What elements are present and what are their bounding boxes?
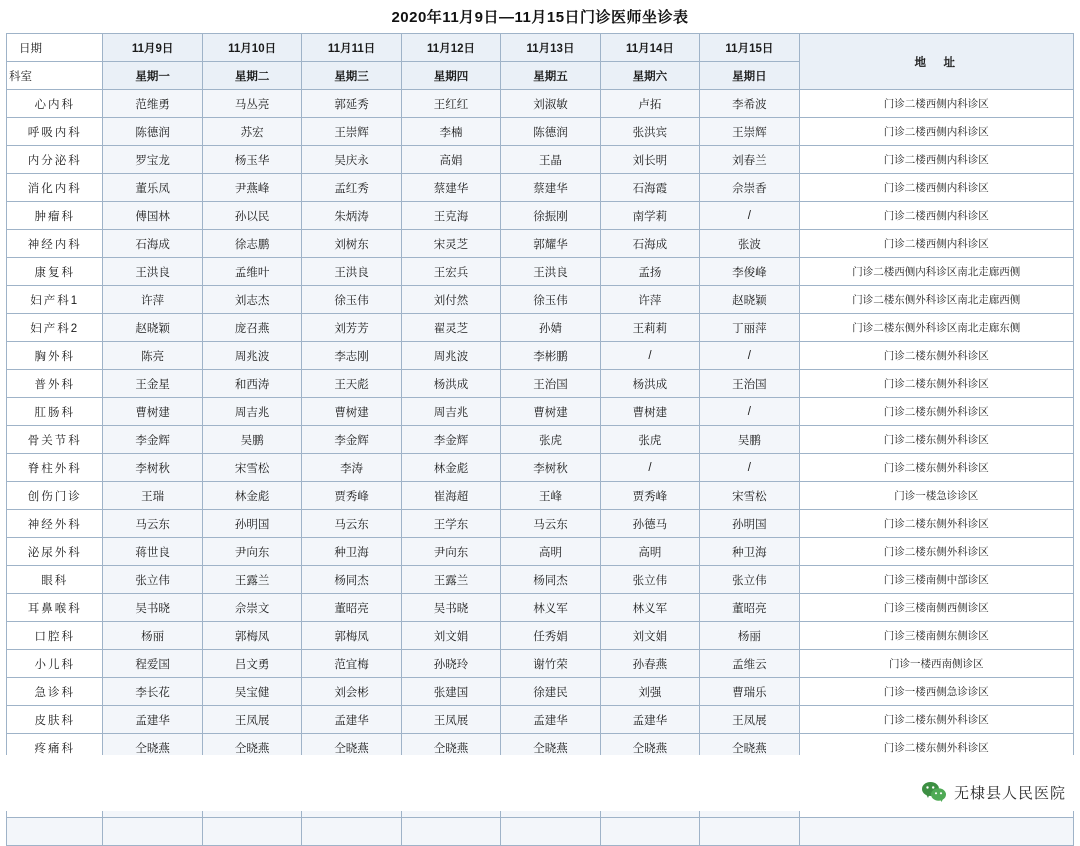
doctor-cell: 王洪良	[302, 258, 401, 286]
header-weekday-4: 星期五	[501, 62, 600, 90]
doctor-cell: /	[700, 342, 799, 370]
address-cell: 门诊二楼东侧外科诊区	[799, 734, 1073, 762]
doctor-cell: 吴鹏	[700, 426, 799, 454]
table-header-dates	[7, 34, 1074, 62]
doctor-cell: 曹树建	[302, 398, 401, 426]
doctor-cell: 徐玉伟	[302, 286, 401, 314]
doctor-cell: 王瑞	[103, 482, 202, 510]
department-cell: 疼痛科	[7, 734, 103, 762]
doctor-cell: 石海霞	[600, 174, 699, 202]
doctor-cell: 吴鹏	[202, 426, 301, 454]
doctor-cell: 南学莉	[600, 202, 699, 230]
department-cell: 创伤门诊	[7, 482, 103, 510]
doctor-cell: 王凤展	[700, 706, 799, 734]
doctor-cell: 林义军	[600, 594, 699, 622]
page-title: 2020年11月9日—11月15日门诊医师坐诊表	[391, 9, 689, 26]
doctor-cell: 李树秋	[103, 454, 202, 482]
doctor-cell: 蔡建华	[501, 174, 600, 202]
doctor-cell: 王崇辉	[302, 118, 401, 146]
address-cell: 门诊二楼东侧外科诊区	[799, 538, 1073, 566]
doctor-cell: 王崇辉	[700, 118, 799, 146]
address-cell: 门诊二楼东侧外科诊区	[799, 706, 1073, 734]
doctor-cell: 种卫海	[302, 538, 401, 566]
doctor-cell: 周吉兆	[401, 398, 500, 426]
doctor-cell: 孟维云	[700, 650, 799, 678]
table-row	[7, 650, 1074, 678]
doctor-cell: 刘文娟	[401, 622, 500, 650]
doctor-cell: 佘崇文	[202, 594, 301, 622]
doctor-cell: 尹向东	[202, 538, 301, 566]
doctor-cell: 刘文娟	[600, 622, 699, 650]
doctor-cell: 孙婧	[501, 314, 600, 342]
table-row	[7, 174, 1074, 202]
header-date-4: 11月13日	[501, 34, 600, 62]
department-cell: 妇产科1	[7, 286, 103, 314]
doctor-cell: /	[700, 398, 799, 426]
department-cell: 小儿科	[7, 650, 103, 678]
doctor-cell: 周兆波	[202, 342, 301, 370]
department-cell: 泌尿外科	[7, 538, 103, 566]
table-row	[7, 510, 1074, 538]
doctor-cell: 孙德马	[600, 510, 699, 538]
doctor-cell: 杨丽	[700, 622, 799, 650]
table-row	[7, 706, 1074, 734]
table-row	[7, 90, 1074, 118]
doctor-cell: 李彬鹏	[501, 342, 600, 370]
empty-cell	[302, 818, 401, 846]
department-cell: 内分泌科	[7, 146, 103, 174]
header-weekday-3: 星期四	[401, 62, 500, 90]
doctor-cell: 王治国	[501, 370, 600, 398]
doctor-cell: 刘芳芳	[302, 314, 401, 342]
header-date-3: 11月12日	[401, 34, 500, 62]
doctor-cell: 程爱国	[103, 650, 202, 678]
address-cell: 门诊一楼西侧急诊诊区	[799, 678, 1073, 706]
address-cell: 门诊三楼南侧西侧诊区	[799, 594, 1073, 622]
doctor-cell: 孟维叶	[202, 258, 301, 286]
doctor-cell: 马云东	[103, 510, 202, 538]
doctor-cell: 王峰	[501, 482, 600, 510]
doctor-cell: 蒋世良	[103, 538, 202, 566]
department-cell: 神经内科	[7, 230, 103, 258]
address-cell: 门诊二楼东侧外科诊区南北走廊东侧	[799, 314, 1073, 342]
doctor-cell: /	[700, 202, 799, 230]
header-date-2: 11月11日	[302, 34, 401, 62]
department-cell: 口腔科	[7, 622, 103, 650]
doctor-cell: 王天彪	[302, 370, 401, 398]
header-weekday-0: 星期一	[103, 62, 202, 90]
doctor-cell: 王晶	[501, 146, 600, 174]
doctor-cell: 仝晓燕	[501, 734, 600, 762]
doctor-cell: 尹向东	[401, 538, 500, 566]
doctor-cell: 吴宝健	[202, 678, 301, 706]
doctor-cell: 徐振刚	[501, 202, 600, 230]
doctor-cell: 张立伟	[103, 566, 202, 594]
doctor-cell: 孙明国	[202, 510, 301, 538]
doctor-cell: 王宏兵	[401, 258, 500, 286]
empty-cell	[799, 818, 1073, 846]
doctor-cell: 杨洪成	[600, 370, 699, 398]
doctor-cell: 任秀娟	[501, 622, 600, 650]
doctor-cell: 林金彪	[401, 454, 500, 482]
doctor-cell: 王红红	[401, 90, 500, 118]
doctor-cell: 翟灵芝	[401, 314, 500, 342]
header-date-6: 11月15日	[700, 34, 799, 62]
doctor-cell: 孟建华	[103, 706, 202, 734]
department-cell: 消化内科	[7, 174, 103, 202]
schedule-table	[6, 33, 1074, 846]
doctor-cell: 曹瑞乐	[700, 678, 799, 706]
doctor-cell: 张建国	[401, 678, 500, 706]
doctor-cell: 郭梅凤	[202, 622, 301, 650]
doctor-cell: 杨同杰	[501, 566, 600, 594]
header-date-0: 11月9日	[103, 34, 202, 62]
doctor-cell: 吕文勇	[202, 650, 301, 678]
doctor-cell: 李涛	[302, 454, 401, 482]
doctor-cell: 赵晓颖	[103, 314, 202, 342]
doctor-cell: 仝晓燕	[202, 734, 301, 762]
doctor-cell: 仝晓燕	[600, 734, 699, 762]
doctor-cell: 孟建华	[600, 706, 699, 734]
header-date-1: 11月10日	[202, 34, 301, 62]
department-cell: 胸外科	[7, 342, 103, 370]
table-row	[7, 678, 1074, 706]
doctor-cell: 周吉兆	[202, 398, 301, 426]
doctor-cell: 徐建民	[501, 678, 600, 706]
department-cell: 心内科	[7, 90, 103, 118]
table-row	[7, 286, 1074, 314]
doctor-cell: 孟红秀	[302, 174, 401, 202]
doctor-cell: 郭延秀	[302, 90, 401, 118]
doctor-cell: 杨洪成	[401, 370, 500, 398]
address-cell: 门诊二楼东侧外科诊区	[799, 454, 1073, 482]
table-row	[7, 230, 1074, 258]
empty-cell	[202, 818, 301, 846]
doctor-cell: 罗宝龙	[103, 146, 202, 174]
doctor-cell: 徐玉伟	[501, 286, 600, 314]
address-cell: 门诊二楼东侧外科诊区	[799, 426, 1073, 454]
doctor-cell: 王露兰	[202, 566, 301, 594]
doctor-cell: 宋灵芝	[401, 230, 500, 258]
header-dept-label: 科室	[7, 62, 103, 90]
doctor-cell: 杨同杰	[302, 566, 401, 594]
empty-cell	[7, 818, 103, 846]
header-weekday-2: 星期三	[302, 62, 401, 90]
doctor-cell: 王露兰	[401, 566, 500, 594]
header-date-label: 日期	[7, 34, 103, 62]
doctor-cell: 仝晓燕	[302, 734, 401, 762]
doctor-cell: 仝晓燕	[103, 734, 202, 762]
department-cell: 普外科	[7, 370, 103, 398]
doctor-cell: 徐志鹏	[202, 230, 301, 258]
address-cell: 门诊二楼西侧内科诊区南北走廊西侧	[799, 258, 1073, 286]
doctor-cell: 吴书晓	[401, 594, 500, 622]
doctor-cell: 吴庆永	[302, 146, 401, 174]
doctor-cell: 高娟	[401, 146, 500, 174]
doctor-cell: 李长花	[103, 678, 202, 706]
table-row	[7, 482, 1074, 510]
doctor-cell: 贾秀峰	[302, 482, 401, 510]
address-cell: 门诊一楼急诊诊区	[799, 482, 1073, 510]
table-row	[7, 398, 1074, 426]
doctor-cell: 刘春兰	[700, 146, 799, 174]
doctor-cell: 仝晓燕	[401, 734, 500, 762]
doctor-cell: 李希波	[700, 90, 799, 118]
doctor-cell: 张立伟	[600, 566, 699, 594]
doctor-cell: 刘志杰	[202, 286, 301, 314]
doctor-cell: 王凤展	[202, 706, 301, 734]
address-cell: 门诊三楼南侧东侧诊区	[799, 622, 1073, 650]
address-cell: 门诊二楼东侧外科诊区	[799, 510, 1073, 538]
doctor-cell: 朱炳涛	[302, 202, 401, 230]
watermark-text: 无棣县人民医院	[953, 784, 1066, 802]
address-cell: 门诊二楼西侧内科诊区	[799, 174, 1073, 202]
address-cell: 门诊二楼西侧内科诊区	[799, 146, 1073, 174]
table-row	[7, 538, 1074, 566]
table-row	[7, 594, 1074, 622]
doctor-cell: 丁丽萍	[700, 314, 799, 342]
empty-cell	[103, 818, 202, 846]
doctor-cell: 张虎	[501, 426, 600, 454]
doctor-cell: 陈德润	[501, 118, 600, 146]
doctor-cell: 谢竹荣	[501, 650, 600, 678]
address-cell: 门诊二楼东侧外科诊区	[799, 370, 1073, 398]
doctor-cell: 孙以民	[202, 202, 301, 230]
empty-cell	[700, 818, 799, 846]
department-cell: 眼科	[7, 566, 103, 594]
department-cell: 神经外科	[7, 510, 103, 538]
doctor-cell: 孙晓玲	[401, 650, 500, 678]
doctor-cell: 宋雪松	[700, 482, 799, 510]
doctor-cell: 陈德润	[103, 118, 202, 146]
doctor-cell: 种卫海	[700, 538, 799, 566]
doctor-cell: 傅国林	[103, 202, 202, 230]
doctor-cell: 孙明国	[700, 510, 799, 538]
doctor-cell: 崔海超	[401, 482, 500, 510]
page-title-bar	[0, 0, 1080, 33]
header-weekday-6: 星期日	[700, 62, 799, 90]
doctor-cell: 刘强	[600, 678, 699, 706]
address-cell: 门诊二楼西侧内科诊区	[799, 202, 1073, 230]
doctor-cell: 刘付然	[401, 286, 500, 314]
address-cell: 门诊一楼西南侧诊区	[799, 650, 1073, 678]
doctor-cell: 王治国	[700, 370, 799, 398]
doctor-cell: 曹树建	[501, 398, 600, 426]
doctor-cell: 李俊峰	[700, 258, 799, 286]
department-cell: 呼吸内科	[7, 118, 103, 146]
header-weekday-1: 星期二	[202, 62, 301, 90]
doctor-cell: 曹树建	[600, 398, 699, 426]
doctor-cell: 董乐凤	[103, 174, 202, 202]
doctor-cell: 庞召燕	[202, 314, 301, 342]
wechat-official-account-icon	[921, 781, 947, 803]
doctor-cell: 贾秀峰	[600, 482, 699, 510]
doctor-cell: 蔡建华	[401, 174, 500, 202]
doctor-cell: 王洪良	[103, 258, 202, 286]
doctor-cell: 石海成	[103, 230, 202, 258]
doctor-cell: 董昭亮	[302, 594, 401, 622]
table-row	[7, 622, 1074, 650]
department-cell: 耳鼻喉科	[7, 594, 103, 622]
address-cell: 门诊二楼西侧内科诊区	[799, 90, 1073, 118]
table-row	[7, 146, 1074, 174]
table-row	[7, 258, 1074, 286]
doctor-cell: 高明	[501, 538, 600, 566]
table-row-empty	[7, 818, 1074, 846]
address-cell: 门诊二楼东侧外科诊区南北走廊西侧	[799, 286, 1073, 314]
doctor-cell: 卢拓	[600, 90, 699, 118]
doctor-cell: 王金星	[103, 370, 202, 398]
empty-cell	[401, 818, 500, 846]
table-row	[7, 566, 1074, 594]
address-cell: 门诊二楼西侧内科诊区	[799, 118, 1073, 146]
doctor-cell: 郭耀华	[501, 230, 600, 258]
doctor-cell: 范宜梅	[302, 650, 401, 678]
doctor-cell: 孙春燕	[600, 650, 699, 678]
doctor-cell: 仝晓燕	[700, 734, 799, 762]
doctor-cell: 佘崇香	[700, 174, 799, 202]
footer	[0, 755, 1080, 811]
table-row	[7, 118, 1074, 146]
table-row	[7, 202, 1074, 230]
doctor-cell: 张洪宾	[600, 118, 699, 146]
doctor-cell: 王洪良	[501, 258, 600, 286]
doctor-cell: 刘会彬	[302, 678, 401, 706]
doctor-cell: 高明	[600, 538, 699, 566]
doctor-cell: 许萍	[600, 286, 699, 314]
doctor-cell: /	[600, 454, 699, 482]
doctor-cell: 马丛亮	[202, 90, 301, 118]
doctor-cell: 许萍	[103, 286, 202, 314]
doctor-cell: 李树秋	[501, 454, 600, 482]
doctor-cell: 杨玉华	[202, 146, 301, 174]
doctor-cell: 宋雪松	[202, 454, 301, 482]
doctor-cell: 吴书晓	[103, 594, 202, 622]
doctor-cell: 孟建华	[501, 706, 600, 734]
doctor-cell: 陈亮	[103, 342, 202, 370]
doctor-cell: 李金辉	[302, 426, 401, 454]
doctor-cell: 李志刚	[302, 342, 401, 370]
doctor-cell: 曹树建	[103, 398, 202, 426]
department-cell: 骨关节科	[7, 426, 103, 454]
doctor-cell: 孟扬	[600, 258, 699, 286]
doctor-cell: 尹燕峰	[202, 174, 301, 202]
department-cell: 肿瘤科	[7, 202, 103, 230]
address-cell: 门诊二楼西侧内科诊区	[799, 230, 1073, 258]
department-cell: 急诊科	[7, 678, 103, 706]
doctor-cell: /	[700, 454, 799, 482]
header-date-5: 11月14日	[600, 34, 699, 62]
doctor-cell: 刘树东	[302, 230, 401, 258]
doctor-cell: 张立伟	[700, 566, 799, 594]
doctor-cell: 李金辉	[103, 426, 202, 454]
table-row	[7, 454, 1074, 482]
doctor-cell: 林义军	[501, 594, 600, 622]
doctor-cell: 张虎	[600, 426, 699, 454]
address-cell: 门诊二楼东侧外科诊区	[799, 342, 1073, 370]
table-row	[7, 342, 1074, 370]
department-cell: 脊柱外科	[7, 454, 103, 482]
header-address-label: 地 址	[799, 34, 1073, 90]
doctor-cell: 刘淑敏	[501, 90, 600, 118]
department-cell: 妇产科2	[7, 314, 103, 342]
department-cell: 皮肤科	[7, 706, 103, 734]
doctor-cell: /	[600, 342, 699, 370]
doctor-cell: 刘长明	[600, 146, 699, 174]
doctor-cell: 马云东	[302, 510, 401, 538]
doctor-cell: 和西涛	[202, 370, 301, 398]
address-cell: 门诊二楼东侧外科诊区	[799, 398, 1073, 426]
doctor-cell: 张波	[700, 230, 799, 258]
doctor-cell: 石海成	[600, 230, 699, 258]
doctor-cell: 马云东	[501, 510, 600, 538]
doctor-cell: 王凤展	[401, 706, 500, 734]
doctor-cell: 苏宏	[202, 118, 301, 146]
header-weekday-5: 星期六	[600, 62, 699, 90]
doctor-cell: 李金辉	[401, 426, 500, 454]
doctor-cell: 董昭亮	[700, 594, 799, 622]
watermark	[921, 781, 1066, 803]
doctor-cell: 王克海	[401, 202, 500, 230]
empty-cell	[501, 818, 600, 846]
doctor-cell: 王学东	[401, 510, 500, 538]
doctor-cell: 周兆波	[401, 342, 500, 370]
table-row	[7, 314, 1074, 342]
table-row	[7, 370, 1074, 398]
department-cell: 康复科	[7, 258, 103, 286]
doctor-cell: 郭梅凤	[302, 622, 401, 650]
doctor-cell: 范维勇	[103, 90, 202, 118]
empty-cell	[600, 818, 699, 846]
doctor-cell: 李楠	[401, 118, 500, 146]
doctor-cell: 林金彪	[202, 482, 301, 510]
department-cell: 肛肠科	[7, 398, 103, 426]
doctor-cell: 孟建华	[302, 706, 401, 734]
doctor-cell: 王莉莉	[600, 314, 699, 342]
address-cell: 门诊三楼南侧中部诊区	[799, 566, 1073, 594]
table-row	[7, 426, 1074, 454]
doctor-cell: 杨丽	[103, 622, 202, 650]
doctor-cell: 赵晓颖	[700, 286, 799, 314]
